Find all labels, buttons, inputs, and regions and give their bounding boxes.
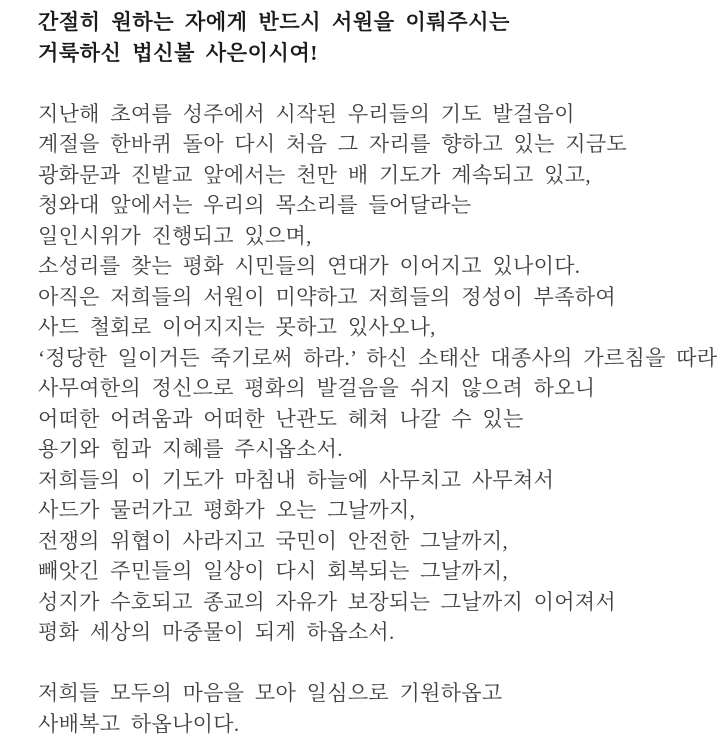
- body-line: 빼앗긴 주민들의 일상이 다시 회복되는 그날까지,: [38, 559, 509, 583]
- body-line: 어떠한 어려움과 어떠한 난관도 헤쳐 나갈 수 있는: [38, 406, 524, 431]
- body-line: 평화 세상의 마중물이 되게 하옵소서.: [38, 620, 395, 644]
- body-line: 일인시위가 진행되고 있으며,: [38, 223, 312, 248]
- closing-line: 저희들 모두의 마음을 모아 일심으로 기원하옵고: [38, 681, 503, 705]
- body-line: 용기와 힘과 지혜를 주시옵소서.: [38, 437, 343, 461]
- body-line: 사무여한의 정신으로 평화의 발걸음을 쉬지 않으려 하오니: [38, 376, 596, 400]
- document-closing: [38, 678, 702, 739]
- body-line: ‘정당한 일이거든 죽기로써 하라.’ 하신 소태산 대종사의 가르침을 따라: [38, 345, 718, 370]
- paragraph-gap: [38, 648, 702, 679]
- body-line: 지난해 초여름 성주에서 시작된 우리들의 기도 발걸음이: [38, 101, 575, 126]
- body-line: 사드 철회로 이어지지는 못하고 있사오나,: [38, 315, 436, 339]
- heading-line: 거룩하신 법신불 사은이시여!: [38, 40, 318, 65]
- body-line: 청와대 앞에서는 우리의 목소리를 들어달라는: [38, 193, 472, 217]
- body-line: 성지가 수호되고 종교의 자유가 보장되는 그날까지 이어져서: [38, 589, 616, 614]
- heading-line: 간절히 원하는 자에게 반드시 서원을 이뤄주시는: [38, 10, 510, 34]
- body-line: 사드가 물러가고 평화가 오는 그날까지,: [38, 498, 416, 522]
- body-line: 아직은 저희들의 서원이 미약하고 저희들의 정성이 부족하여: [38, 284, 616, 309]
- document-body: [38, 99, 718, 648]
- document-heading: [38, 7, 702, 68]
- body-line: 전쟁의 위협이 사라지고 국민이 안전한 그날까지,: [38, 528, 509, 553]
- closing-line: 사배복고 하옵나이다.: [38, 711, 240, 736]
- body-line: 광화문과 진밭교 앞에서는 천만 배 기도가 계속되고 있고,: [38, 162, 591, 187]
- body-line: 소성리를 찾는 평화 시민들의 연대가 이어지고 있나이다.: [38, 254, 581, 278]
- paragraph-gap: [38, 68, 702, 99]
- body-line: 계절을 한바퀴 돌아 다시 처음 그 자리를 향하고 있는 지금도: [38, 132, 628, 156]
- body-line: 저희들의 이 기도가 마침내 하늘에 사무치고 사무쳐서: [38, 467, 555, 492]
